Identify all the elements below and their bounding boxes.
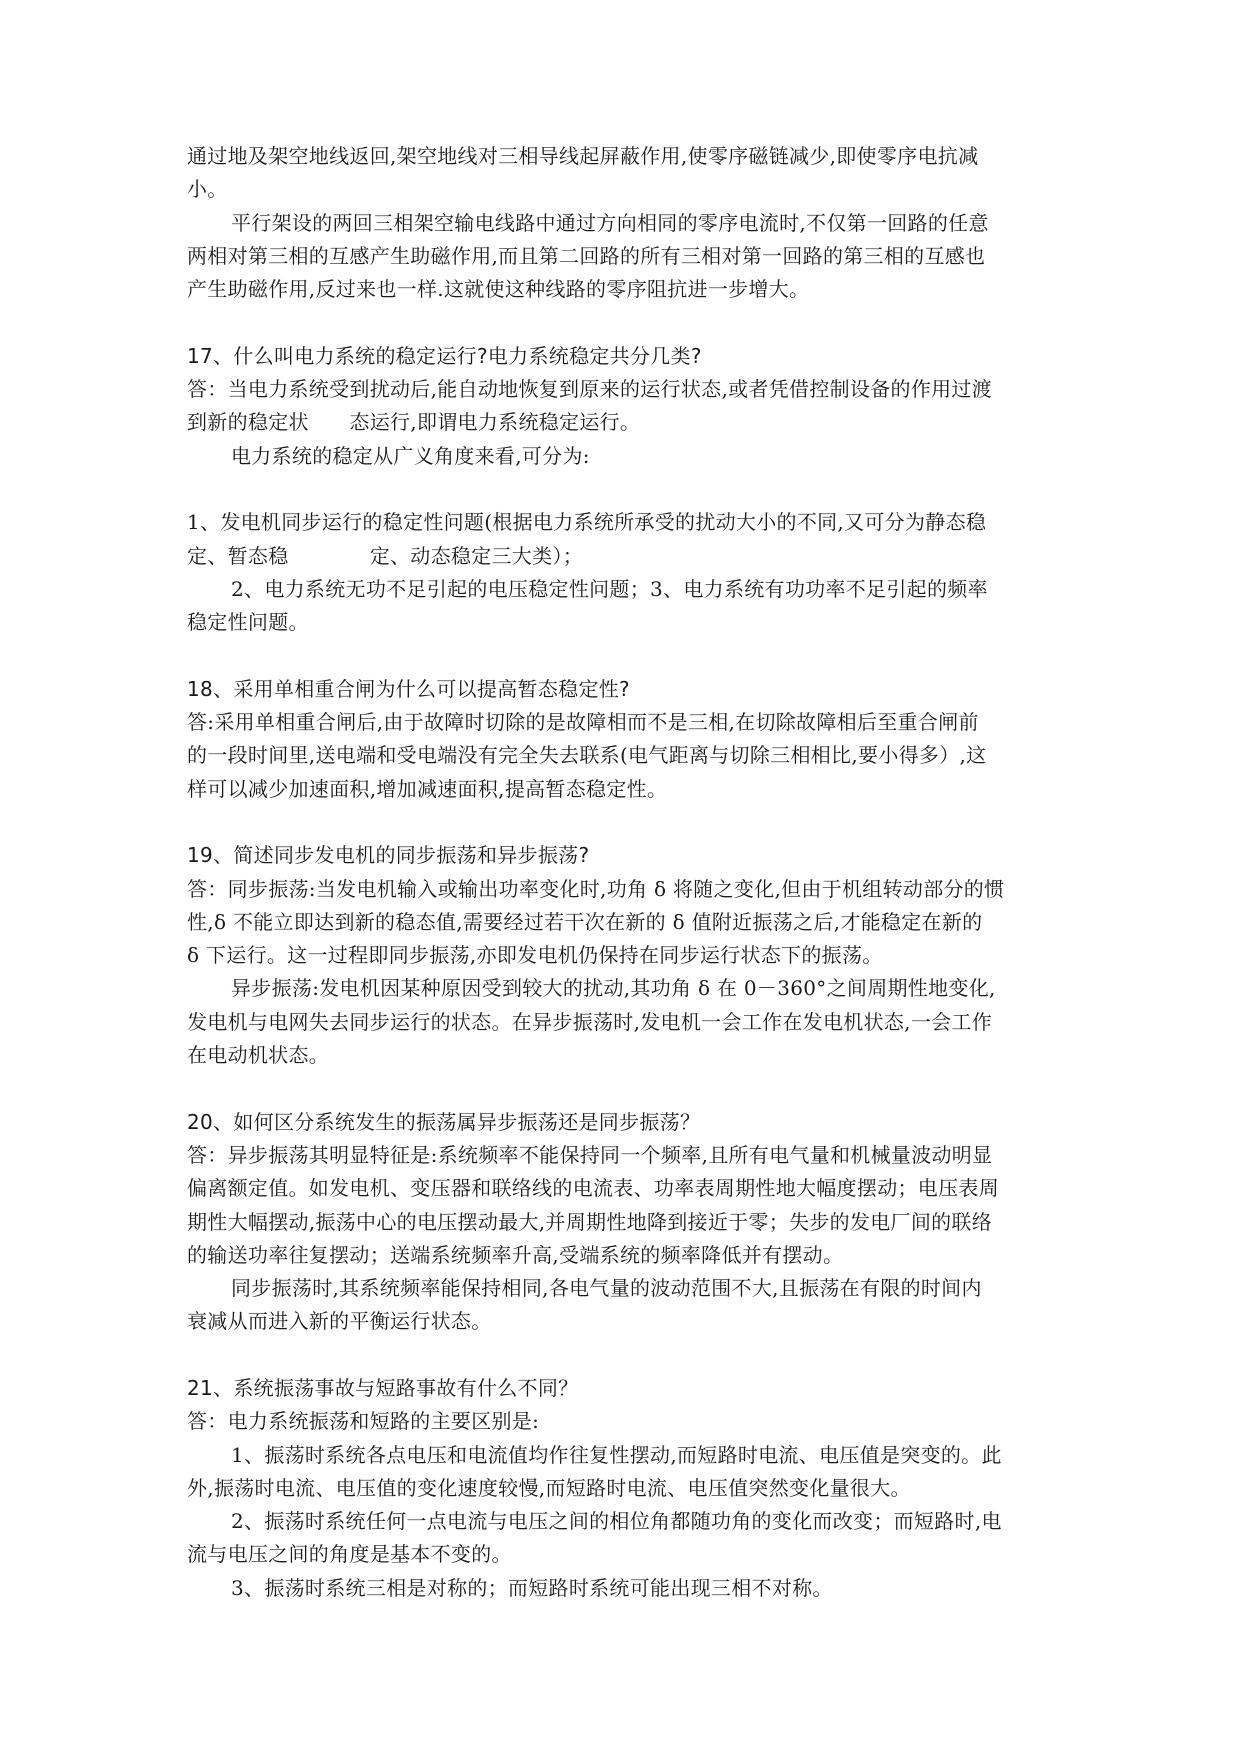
text-line: 外,振荡时电流、电压值的变化速度较慢,而短路时电流、电压值突然变化量很大。	[187, 1475, 911, 1500]
question-heading-18: 18、采用单相重合闸为什么可以提高暂态稳定性?	[187, 676, 630, 701]
text-line: δ 下运行。这一过程即同步振荡,亦即发电机仍保持在同步运行状态下的振荡。	[187, 943, 883, 968]
text-line: 3、振荡时系统三相是对称的；而短路时系统可能出现三相不对称。	[231, 1575, 833, 1600]
text-line: 到新的稳定状 态运行,即谓电力系统稳定运行。	[187, 410, 641, 435]
blank-line	[187, 639, 1053, 672]
text-line: 发电机与电网失去同步运行的状态。在异步振荡时,发电机一会工作在发电机状态,一会工作	[187, 1009, 993, 1034]
blank-line	[187, 306, 1053, 339]
text-line: 小。	[187, 177, 228, 202]
question-heading-21: 21、系统振荡事故与短路事故有什么不同？	[187, 1375, 579, 1400]
text-line: 2、电力系统无功不足引起的电压稳定性问题；3、电力系统有功功率不足引起的频率	[231, 576, 988, 601]
blank-line	[187, 1072, 1053, 1105]
text-line: 1、振荡时系统各点电压和电流值均作往复性摆动,而短路时电流、电压值是突变的。此	[231, 1442, 1002, 1467]
text-line: 在电动机状态。	[187, 1043, 330, 1068]
text-line: 样可以减少加速面积,增加减速面积,提高暂态稳定性。	[187, 776, 668, 801]
text-line: 答：电力系统振荡和短路的主要区别是:	[187, 1409, 540, 1434]
text-line: 期性大幅摆动,振荡中心的电压摆动最大,并周期性地降到接近于零；失步的发电厂间的联络	[187, 1209, 993, 1234]
text-line: 答：异步振荡其明显特征是:系统频率不能保持同一个频率,且所有电气量和机械量波动明显	[187, 1142, 993, 1167]
question-heading-17: 17、什么叫电力系统的稳定运行?电力系统稳定共分几类?	[187, 343, 702, 368]
question-heading-19: 19、简述同步发电机的同步振荡和异步振荡?	[187, 843, 590, 868]
text-line: 性,δ 不能立即达到新的稳态值,需要经过若干次在新的 δ 值附近振荡之后,才能稳定在新的	[187, 909, 983, 934]
text-line: 平行架设的两回三相架空输电线路中通过方向相同的零序电流时,不仅第一回路的任意	[231, 210, 989, 235]
text-line: 2、振荡时系统任何一点电流与电压之间的相位角都随功角的变化而改变；而短路时,电	[231, 1509, 1002, 1534]
text-line: 电力系统的稳定从广义角度来看,可分为:	[231, 443, 590, 468]
text-line: 稳定性问题。	[187, 610, 309, 635]
text-line: 流与电压之间的角度是基本不变的。	[187, 1542, 512, 1567]
text-line: 答：同步振荡:当发电机输入或输出功率变化时,功角 δ 将随之变化,但由于机组转动部分的惯	[187, 876, 1005, 901]
text-line: 异步振荡:发电机因某种原因受到较大的扰动,其功角 δ 在 0－360°之间周期性地变化,	[231, 976, 996, 1001]
question-heading-20: 20、如何区分系统发生的振荡属异步振荡还是同步振荡？	[187, 1109, 701, 1134]
text-line: 答：当电力系统受到扰动后,能自动地恢复到原来的运行状态,或者凭借控制设备的作用过渡	[187, 377, 993, 402]
text-line: 定、暂态稳 定、动态稳定三大类）；	[187, 543, 583, 568]
text-line: 答:采用单相重合闸后,由于故障时切除的是故障相而不是三相,在切除故障相后至重合闸前	[187, 710, 979, 735]
document-body	[187, 140, 1053, 1605]
text-line: 1、发电机同步运行的稳定性问题(根据电力系统所承受的扰动大小的不同,又可分为静态稳	[187, 510, 987, 535]
text-line: 两相对第三相的互感产生助磁作用,而且第二回路的所有三相对第一回路的第三相的互感也	[187, 243, 986, 268]
text-line: 同步振荡时,其系统频率能保持相同,各电气量的波动范围不大,且振荡在有限的时间内	[231, 1276, 982, 1301]
text-line: 的输送功率往复摆动；送端系统频率升高,受端系统的频率降低并有摆动。	[187, 1242, 844, 1267]
text-line: 的一段时间里,送电端和受电端没有完全失去联系(电气距离与切除三相相比,要小得多）,这	[187, 743, 987, 768]
text-line: 偏离额定值。如发电机、变压器和联络线的电流表、功率表周期性地大幅度摆动；电压表周	[187, 1176, 999, 1201]
blank-line	[187, 1339, 1053, 1372]
blank-line	[187, 806, 1053, 839]
blank-line	[187, 473, 1053, 506]
text-line: 通过地及架空地线返回,架空地线对三相导线起屏蔽作用,使零序磁链减少,即使零序电抗减	[187, 144, 979, 168]
text-line: 产生助磁作用,反过来也一样.这就使这种线路的零序阻抗进一步增大。	[187, 277, 810, 302]
text-line: 衰减从而进入新的平衡运行状态。	[187, 1309, 492, 1334]
